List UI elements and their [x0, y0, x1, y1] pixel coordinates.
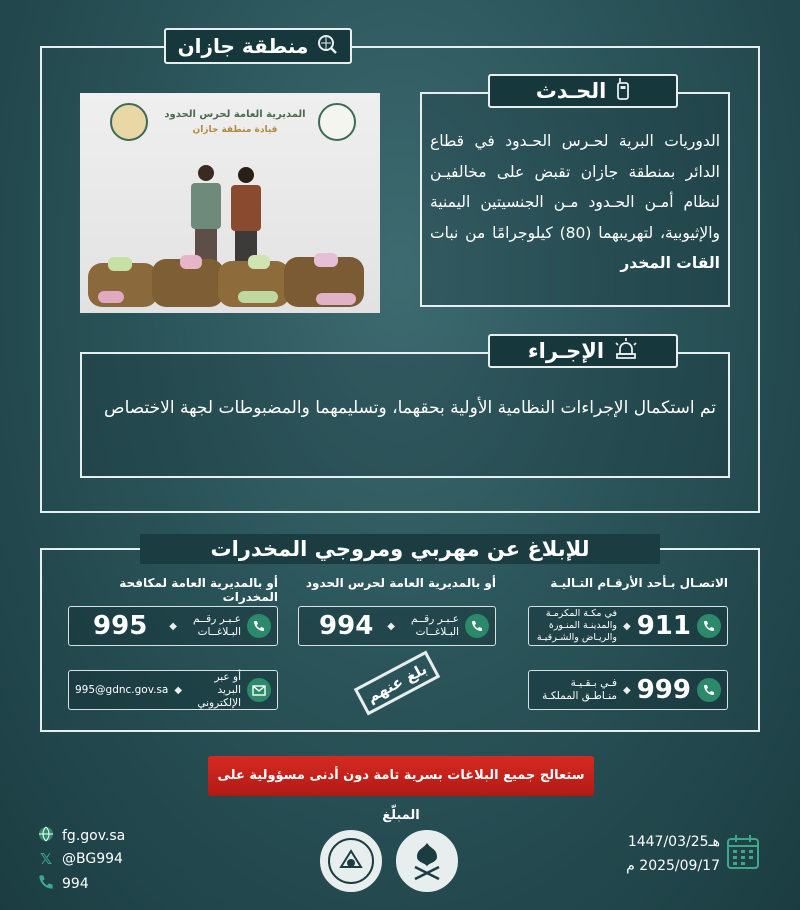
person-silhouette [190, 165, 222, 265]
mail-icon [247, 678, 271, 702]
hotline-994[interactable] [298, 606, 496, 646]
arrow-icon: ◆ [387, 620, 395, 632]
hotline-911-number: 911 [636, 611, 691, 641]
hotline-994-label: عـبـر رقــم البـلاغــات [411, 613, 459, 638]
email-address[interactable]: 995@gdnc.gov.sa [75, 684, 169, 696]
event-heading [488, 74, 678, 108]
event-heading-text: الحـدث [535, 79, 607, 103]
saudi-emblem [396, 830, 458, 892]
report-frame-right [758, 548, 760, 732]
seized-sacks [88, 253, 372, 309]
date-hijri: 1447/03/25هـ [627, 834, 720, 850]
report-stamp: بلغ عنهم [354, 651, 440, 716]
hotline-995[interactable] [68, 606, 278, 646]
phone-icon [697, 614, 721, 638]
report-title: للإبلاغ عن مهربي ومروجي المخدرات [140, 534, 660, 564]
frame-right [758, 46, 760, 513]
frame-bottom [40, 511, 760, 513]
event-text-bold: القات المخدر [620, 254, 720, 272]
search-globe-icon [316, 33, 338, 60]
footer-phone[interactable] [38, 874, 89, 894]
border-guard-emblem [320, 830, 382, 892]
event-text-main: الدوريات البرية لحـرس الحـدود في قطاع الدائر بمنطقة جازان تقبض على مخالفيـن لنظام أمـن الحـدود مـن الجنسيتين اليمنية والإثيوبية، لتهريبهما (80) كيلوجرامًا من نبات [430, 132, 720, 242]
person-silhouette [230, 167, 262, 267]
phone-icon [697, 678, 721, 702]
action-heading-text: الإجـراء [527, 339, 605, 363]
email-contact[interactable] [68, 670, 278, 710]
photo-banner-sub: قيادة منطقة جازان [192, 125, 278, 135]
hotline-999-label: فـي بـقـيـة منـاطـق المملكـة [542, 677, 618, 702]
hotline-995-label: عـبـر رقــم البـلاغــات [193, 613, 241, 638]
hotline-911[interactable] [528, 606, 728, 646]
date-gregorian: 2025/09/17 م [626, 858, 720, 874]
frame-top-left [40, 46, 166, 48]
action-text: تم استكمال الإجراءات النظامية الأولية بحقهما، وتسليمهما والمضبوطات لجهة الاختصاص [104, 398, 716, 418]
footer-phone-text: 994 [62, 876, 89, 892]
arrow-icon: ◆ [623, 684, 631, 696]
hotline-911-label: في مكـة المكرمـة والمدينـة المنـورة والريـاض والشـرقيـة [536, 608, 618, 643]
frame-top-right [350, 46, 760, 48]
photo-logo-left [110, 103, 148, 141]
seizure-photo [80, 93, 380, 313]
photo-banner-title: المديرية العامة لحرس الحدود [164, 109, 306, 120]
footer-x-text: @BG994 [62, 851, 123, 867]
region-title-text: منطقة جازان [177, 34, 309, 58]
phone-icon [247, 614, 271, 638]
col3-title: أو بالمديرية العامة لمكافحة المخدرات [119, 576, 278, 604]
confidentiality-notice: ستعالج جميع البلاغات بسرية تامة دون أدنى مسؤولية على المبلّغ [208, 756, 594, 796]
footer-website[interactable] [38, 826, 125, 846]
report-frame-bottom [40, 730, 760, 732]
hotline-999[interactable] [528, 670, 728, 710]
footer-website-text: fg.gov.sa [62, 828, 126, 844]
alarm-light-icon [614, 338, 638, 365]
report-frame-left [40, 548, 42, 732]
hotline-999-number: 999 [636, 675, 691, 705]
walkie-talkie-icon [616, 78, 630, 105]
col1-title: الاتصـال بـأحد الأرقـام التـاليـة [550, 576, 728, 590]
col2-title: أو بالمديرية العامة لحرس الحدود [305, 576, 496, 590]
action-heading [488, 334, 678, 368]
calendar-icon [726, 834, 760, 870]
hotline-994-number: 994 [319, 611, 374, 641]
region-title [164, 28, 352, 64]
event-text [430, 126, 720, 279]
arrow-icon: ◆ [174, 684, 183, 696]
phone-icon [465, 614, 489, 638]
globe-icon [38, 826, 54, 846]
x-logo-icon: 𝕏 [39, 850, 53, 868]
arrow-icon: ◆ [169, 620, 177, 632]
frame-left [40, 46, 42, 513]
hotline-995-number: 995 [93, 611, 148, 641]
photo-logo-right [318, 103, 356, 141]
arrow-icon: ◆ [623, 620, 631, 632]
footer-x-handle[interactable] [38, 850, 123, 868]
phone-icon [38, 874, 54, 894]
email-label: أو عبر البريد الإلكتروني [197, 670, 241, 709]
